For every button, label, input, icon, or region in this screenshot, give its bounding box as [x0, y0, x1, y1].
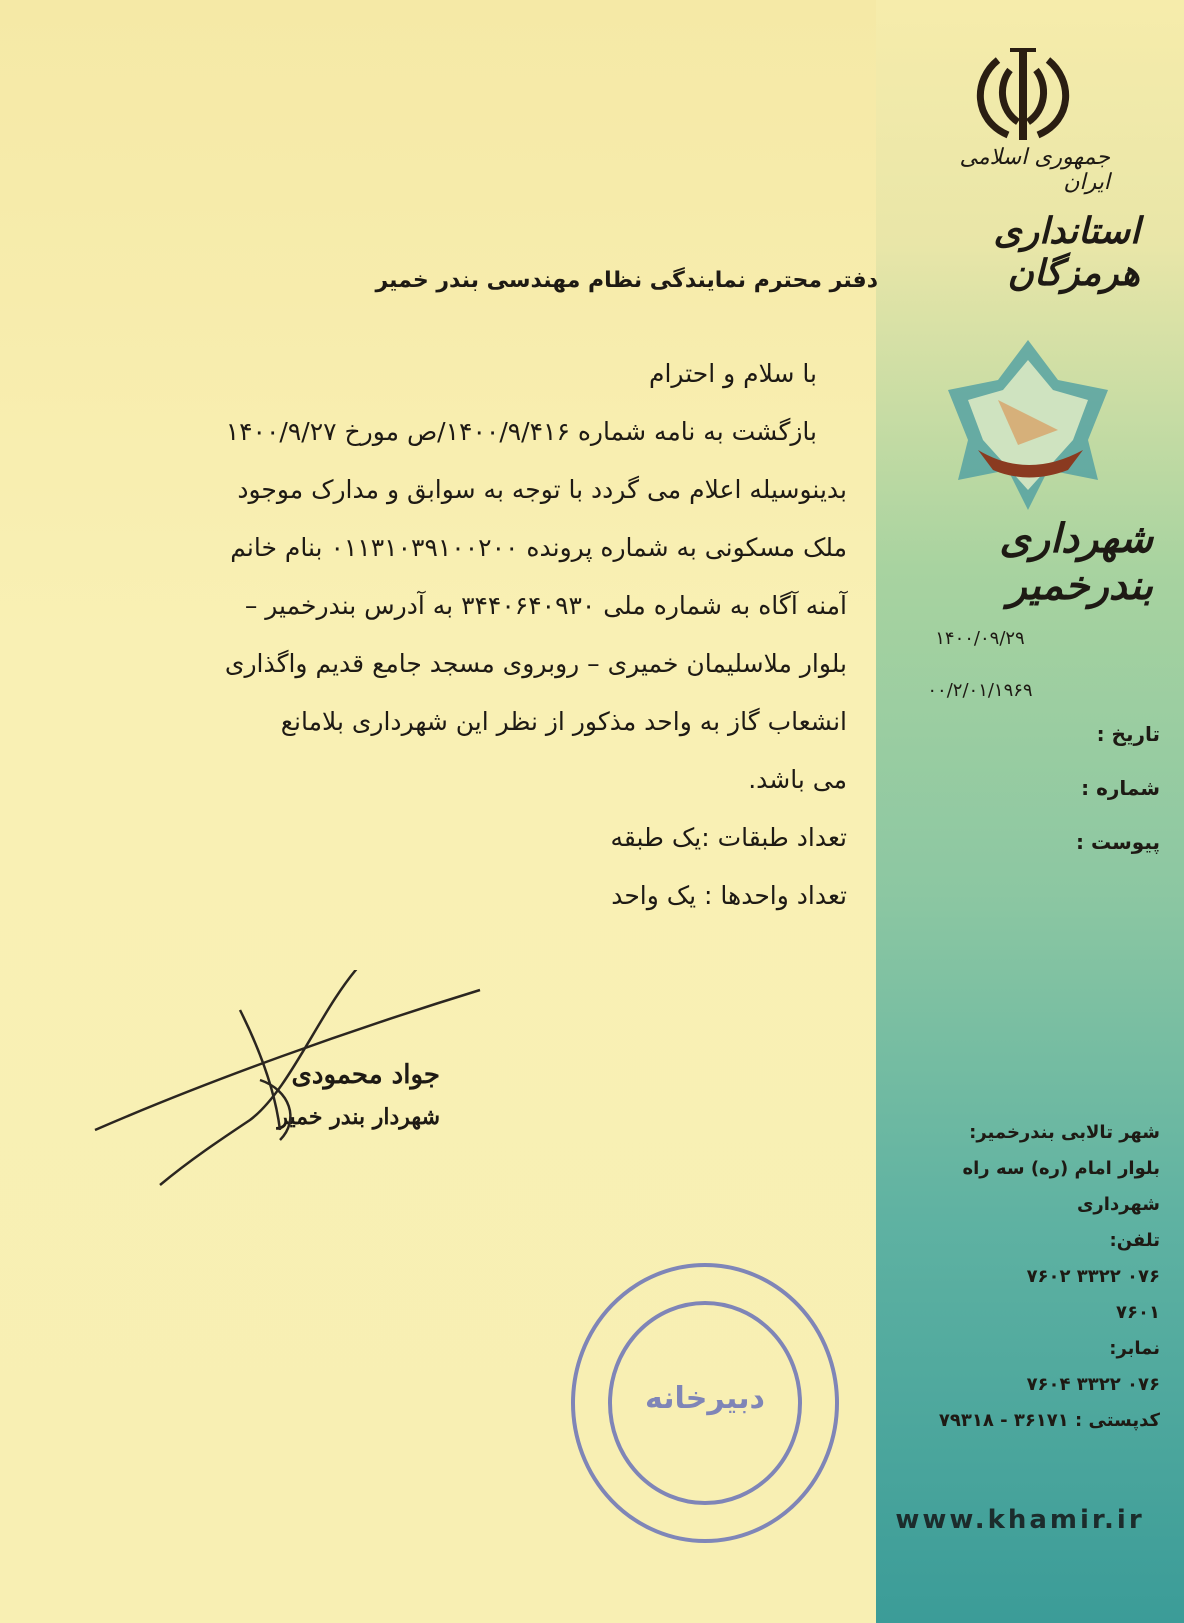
contact-city: شهر تالابی بندرخمیر: [969, 1122, 1160, 1143]
contact-address: بلوار امام (ره) سه راه شهرداری [962, 1158, 1160, 1215]
body-line: بازگشت به نامه شماره ۱۴۰۰/۹/۴۱۶/ص مورخ ۱۴۰۰/۹/۲۷ [225, 417, 817, 446]
number-label: شماره : [1081, 776, 1160, 800]
postal-code: کدپستی : ۳۶۱۷۱ - ۷۹۳۱۸ [938, 1410, 1160, 1431]
province-logo-text: استانداری هرمزگان [993, 210, 1140, 294]
signer-name: جواد محمودی [291, 1060, 440, 1090]
official-stamp-icon [565, 1258, 845, 1548]
phone-label: تلفن: [1109, 1230, 1160, 1251]
municipality-logo-text: شهرداری بندرخمیر [999, 515, 1153, 609]
signer-title: شهردار بندر خمیر [277, 1104, 440, 1130]
iran-emblem-icon [968, 40, 1078, 150]
body-line: بلوار ملاسلیمان خمیری – روبروی مسجد جامع قدیم واگذاری [224, 649, 847, 678]
floors-count: تعداد طبقات :یک طبقه [610, 823, 847, 852]
letter-date: ۱۴۰۰/۰۹/۲۹ [935, 628, 1025, 649]
republic-logo-text: جمهوری اسلامی ایران [959, 145, 1110, 195]
phone-1: ۰۷۶ ۳۳۲۲ ۷۶۰۲ [1026, 1266, 1160, 1287]
letter-body [100, 345, 847, 925]
body-line: ملک مسکونی به شماره پرونده ۰۱۱۳۱۰۳۹۱۰۰۲۰۰ بنام خانم [230, 533, 847, 562]
units-count: تعداد واحدها : یک واحد [611, 881, 847, 910]
body-line: انشعاب گاز به واحد مذکور از نظر این شهرداری بلامانع [280, 707, 847, 736]
svg-text:دبیرخانه: دبیرخانه [645, 1381, 765, 1416]
contact-info [880, 1115, 1160, 1439]
body-line: می باشد. [748, 765, 847, 794]
municipality-logo-icon [938, 340, 1118, 520]
fax-number: ۰۷۶ ۳۳۲۲ ۷۶۰۴ [1026, 1374, 1160, 1395]
website-link[interactable]: www.khamir.ir [895, 1505, 1145, 1535]
fax-label: نمابر: [1109, 1338, 1160, 1359]
phone-2: ۷۶۰۱ [1116, 1302, 1160, 1323]
attachment-label: پیوست : [1075, 830, 1160, 854]
body-line: آمنه آگاه به شماره ملی ۳۴۴۰۶۴۰۹۳۰ به آدرس بندرخمیر – [244, 591, 847, 620]
greeting: با سلام و احترام [649, 359, 817, 388]
body-line: بدینوسیله اعلام می گردد با توجه به سوابق و مدارک موجود [237, 475, 847, 504]
handwritten-signature-icon [90, 970, 490, 1210]
recipient-line: دفتر محترم نمایندگی نظام مهندسی بندر خمیر [375, 268, 878, 293]
date-label: تاریخ : [1096, 722, 1160, 746]
letter-number: ۰۰/۲/۰۱/۱۹۶۹ [927, 680, 1033, 701]
